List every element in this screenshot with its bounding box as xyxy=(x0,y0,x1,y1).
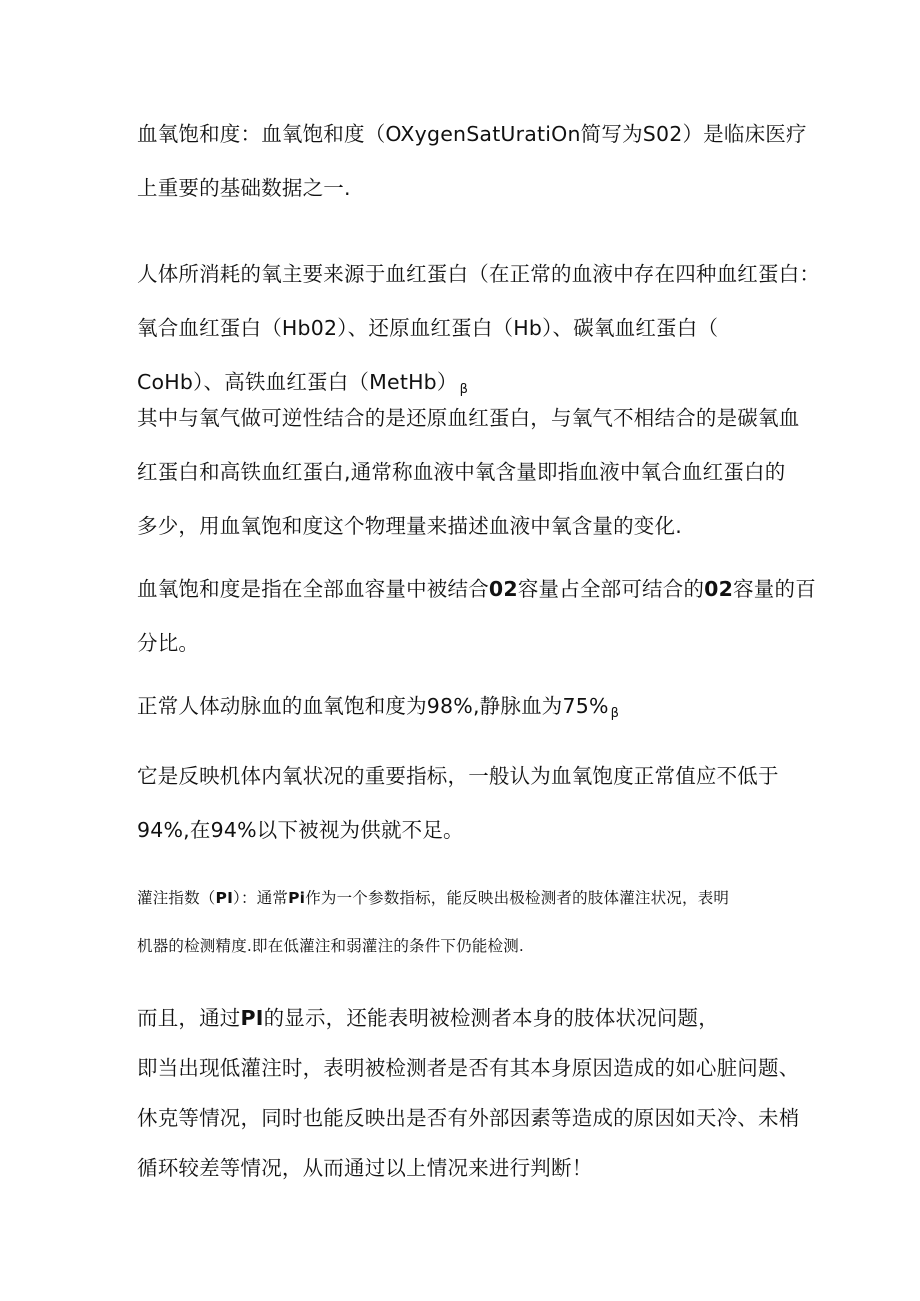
bold-text: 02 xyxy=(488,577,518,601)
text-line xyxy=(137,562,816,616)
bold-text: 02 xyxy=(704,577,734,601)
text-line: 即当出现低灌注时，表明被检测者是否有其本身原因造成的如心脏问题、 xyxy=(137,1056,800,1080)
paragraph-saturation-percentage xyxy=(137,562,816,670)
text-line: 它是反映机体内氧状况的重要指标，一般认为血氧饱度正常值应不低于 xyxy=(137,764,779,788)
bold-text: PI xyxy=(215,889,234,907)
paragraph-spo2-definition xyxy=(137,107,807,215)
text-segment: ）：通常 xyxy=(233,889,289,907)
text-line: 红蛋白和高铁血红蛋白,通常称血液中氧含量即指血液中氧合血红蛋白的 xyxy=(137,460,786,484)
text-line xyxy=(137,679,787,737)
subscript-mark: β xyxy=(610,706,620,721)
text-line xyxy=(137,874,787,922)
text-segment: 容量占全部可结合的 xyxy=(517,577,705,601)
text-line: 人体所消耗的氧主要来源于血红蛋白（在正常的血液中存在四种血红蛋白： xyxy=(137,262,821,286)
text-line: 上重要的基础数据之一. xyxy=(137,176,351,200)
text-line: 分比。 xyxy=(137,631,200,655)
text-line: 机器的检测精度.即在低灌注和弱灌注的条件下仍能检测. xyxy=(137,937,525,955)
text-segment: 正常人体动脉血的血氧饱和度为98%,静脉血为75% xyxy=(137,694,609,718)
text-segment: 血氧饱和度是指在全部血容量中被结合 xyxy=(137,577,489,601)
subscript-mark: β xyxy=(459,382,469,397)
text-segment: 的显示，还能表明被检测者本身的肢体状况问题， xyxy=(263,1006,719,1030)
text-line: 其中与氧气做可逆性结合的是还原血红蛋白，与氧气不相结合的是碳氧血 xyxy=(137,406,800,430)
text-segment: CoHb）、高铁血红蛋白（MetHb） xyxy=(137,370,458,394)
paragraph-pi-display xyxy=(137,993,800,1193)
text-segment: 容量的百 xyxy=(733,577,816,601)
text-segment: 灌注指数（ xyxy=(137,889,216,907)
paragraph-hemoglobin-types xyxy=(137,247,821,413)
paragraph-oxygen-binding xyxy=(137,391,800,553)
paragraph-normal-threshold xyxy=(137,749,787,857)
text-line: 血氧饱和度：血氧饱和度（OXygenSatUratiOn简写为S02）是临床医疗 xyxy=(137,122,807,146)
text-segment: 而且，通过 xyxy=(137,1006,241,1030)
bold-text: PI xyxy=(240,1006,264,1030)
text-line: 休克等情况，同时也能反映出是否有外部因素等造成的原因如天冷、未梢 xyxy=(137,1106,800,1130)
text-line: 氧合血红蛋白（Hb02）、还原血红蛋白（Hb）、碳氧血红蛋白（ xyxy=(137,316,719,340)
text-line: 循环较差等情况，从而通过以上情况来进行判断！ xyxy=(137,1156,593,1180)
text-line: 94%,在94%以下被视为供就不足。 xyxy=(137,818,464,842)
paragraph-perfusion-index xyxy=(137,874,787,970)
bold-text: Pi xyxy=(288,889,306,907)
text-segment: 作为一个参数指标，能反映出极检测者的肢体灌注状况，表明 xyxy=(305,889,730,907)
text-line: 多少，用血氧饱和度这个物理量来描述血液中氧含量的变化. xyxy=(137,514,682,538)
text-line xyxy=(137,993,787,1043)
paragraph-normal-values xyxy=(137,679,787,737)
